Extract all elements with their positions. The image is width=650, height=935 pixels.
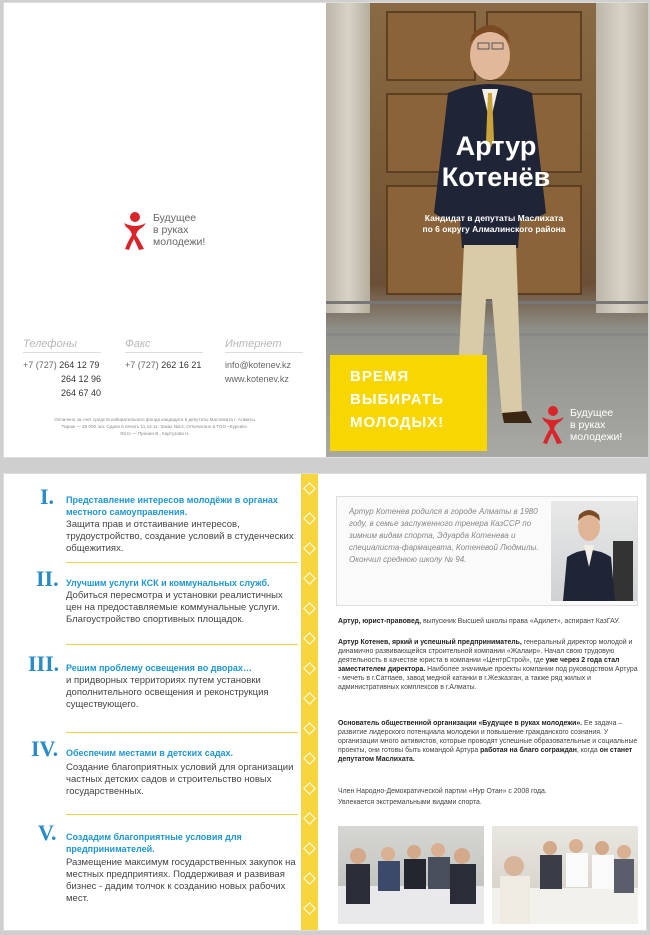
section-number: III. — [28, 651, 60, 676]
imprint-line: Тираж — 29 000 экз. Сдано в печать 11.12.11. Заказ №12. Отпечатано в ТОО «Курсив». — [61, 424, 249, 429]
hospital-scene — [492, 826, 638, 924]
program-spread — [3, 473, 647, 931]
youth-logo-icon — [540, 405, 566, 445]
section-number: I. — [40, 484, 55, 509]
ornament-strip — [301, 474, 318, 930]
candidate-first-name: Артур — [455, 131, 537, 161]
cover-spread — [3, 2, 647, 458]
candidate-name — [436, 131, 556, 193]
bio-text: Наиболее значимые проекты компании под руководством Артура - мечеть в г.Сатпаев, завод медной катанки в г.Жезказган, а также ряд жилых и административных комплексов в г.Алматы. — [338, 666, 638, 691]
bio-box — [336, 496, 638, 606]
bio-bold: работая на благо сограждан — [480, 747, 577, 754]
candidate-photo — [326, 3, 648, 457]
bio-paragraph: Увлекается экстремальными видами спорта. — [338, 799, 482, 806]
slogan-line: ВЫБИРАТЬ — [350, 391, 444, 408]
section-body: Создание благоприятных условий для организации частных детских садов и строительство новых государственных. — [66, 762, 294, 797]
candidate-portrait — [551, 501, 637, 601]
bio-paragraph: Член Народно-Демократической партии «Нур Отан» с 2008 года. — [338, 788, 547, 795]
bio-bold: Артур, юрист-правовед, — [338, 618, 422, 625]
logo-text-line: молодежи! — [153, 236, 206, 248]
subtitle-line: по 6 округу Алмалинского района — [422, 224, 566, 234]
section-divider — [66, 562, 298, 563]
section-title: Представление интересов молодёжи в органах местного самоуправления. — [66, 495, 278, 517]
section-divider — [66, 644, 298, 645]
hospital-photo — [492, 826, 638, 924]
phone-number: 264 67 40 — [61, 388, 102, 398]
website-link[interactable]: www.kotenev.kz — [225, 374, 289, 384]
candidate-subtitle — [394, 213, 594, 235]
section-title: Улучшим услуги КСК и коммунальных служб. — [66, 578, 270, 588]
subtitle-line: Кандидат в депутаты Маслихата — [424, 213, 564, 223]
imprint — [20, 416, 290, 437]
phone-line[interactable] — [23, 360, 99, 370]
logo-text-line: Будущее — [570, 407, 614, 419]
section-title: Обеспечим местами в детских садах. — [66, 748, 234, 758]
bio-intro: Артур Котенев родился в городе Алматы в 1980 году, в семье заслуженного тренера КазССР по зимним видам спорта, Эдуарда Котенева и специалиста-фармацевта, Котеневой Людмилы. Окончил среднюю школу № 94. — [349, 507, 539, 564]
logo-text-line: в руках — [153, 224, 189, 236]
bio-text: выпускник Высшей школы права «Адилет», аспирант КазГАУ. — [421, 618, 620, 625]
candidate-last-name: Котенёв — [441, 162, 551, 192]
bio-bold: Артур Котенев, яркий и успешный предприниматель, — [338, 639, 522, 646]
section-number: V. — [38, 820, 57, 845]
meeting-photo — [338, 826, 484, 924]
youth-logo-icon — [122, 211, 148, 251]
phone-number: 264 12 96 — [61, 374, 102, 384]
section-divider — [66, 732, 298, 733]
phone-line[interactable] — [61, 374, 101, 384]
logo-text-line: Будущее — [153, 212, 197, 224]
bio-text: Ее задача – развитие лидерского потенциала молодежи и повышение гражданского сознания. У организации много активистов, которые проводят успешные образовательные и социальные проекты, они готовы быть командой Артура — [338, 720, 638, 754]
imprint-line: Оплачено за счет средств избирательного фонда кандидата в депутаты Маслихата г. Алматы. — [54, 417, 256, 422]
logo-text-line: молодежи! — [570, 431, 623, 443]
bio-paragraph — [338, 617, 640, 626]
section-number: IV. — [31, 736, 59, 761]
fax-label: Факс — [125, 338, 203, 353]
section-title: Создадим благоприятные условия для предпринимателей. — [66, 832, 242, 854]
section-divider — [66, 814, 298, 815]
fax-code: +7 (727) — [125, 360, 159, 370]
section-number: II. — [36, 566, 59, 591]
bio-text: генеральный директор молодой и динамично развивающейся строительной компании «Жалаир». Начал свою трудовую деятельность в качестве юриста в компании «ЦентрСтрой», где — [338, 639, 633, 664]
phone-code: +7 (727) — [23, 360, 57, 370]
section-body: Защита прав и отстаивание интересов, трудоустройство, создание условий в студенческих общежитиях. — [66, 519, 294, 554]
slogan — [350, 365, 444, 434]
bio-bold: Основатель общественной организации «Будущее в руках молодежи». — [338, 720, 583, 727]
phones-label: Телефоны — [23, 338, 101, 353]
section-body: Добиться пересмотра и установки реалистичных цен на предоставляемые коммунальные услуги. Благоустройство спортивных площадок. — [66, 590, 283, 625]
meeting-scene — [338, 826, 484, 924]
slogan-box — [330, 355, 487, 451]
logo-text-line: в руках — [570, 419, 606, 431]
fax-number: 262 16 21 — [161, 360, 202, 370]
portrait-figure — [551, 501, 637, 601]
section-body: и придворных территориях путем установки дополнительного освещения и реконструкция существующего. — [66, 675, 269, 710]
section-title: Решим проблему освещения во дворах… — [66, 663, 252, 673]
bio-bold: уже через 2 года стал заместителем директора. — [338, 657, 620, 673]
imprint-line: Фото — Пронин В., Картузова Н. — [120, 431, 190, 436]
internet-label: Интернет — [225, 338, 303, 353]
phone-number: 264 12 79 — [59, 360, 100, 370]
fax-line — [125, 360, 201, 370]
slogan-line: МОЛОДЫХ! — [350, 414, 445, 431]
email-link[interactable]: info@kotenev.kz — [225, 360, 292, 370]
bio-paragraph — [338, 719, 640, 764]
bio-text: , когда — [576, 747, 600, 754]
section-body: Размещение максимум государственных закупок на местных предприятиях. Поддерживая и развивая бизнес - дадим толчок к созданию новых рабочих мест. — [66, 857, 296, 904]
bio-bold: он станет депутатом Маслихата. — [338, 747, 633, 763]
slogan-line: ВРЕМЯ — [350, 368, 410, 385]
bio-paragraph — [338, 638, 640, 692]
phone-line[interactable] — [61, 388, 101, 398]
